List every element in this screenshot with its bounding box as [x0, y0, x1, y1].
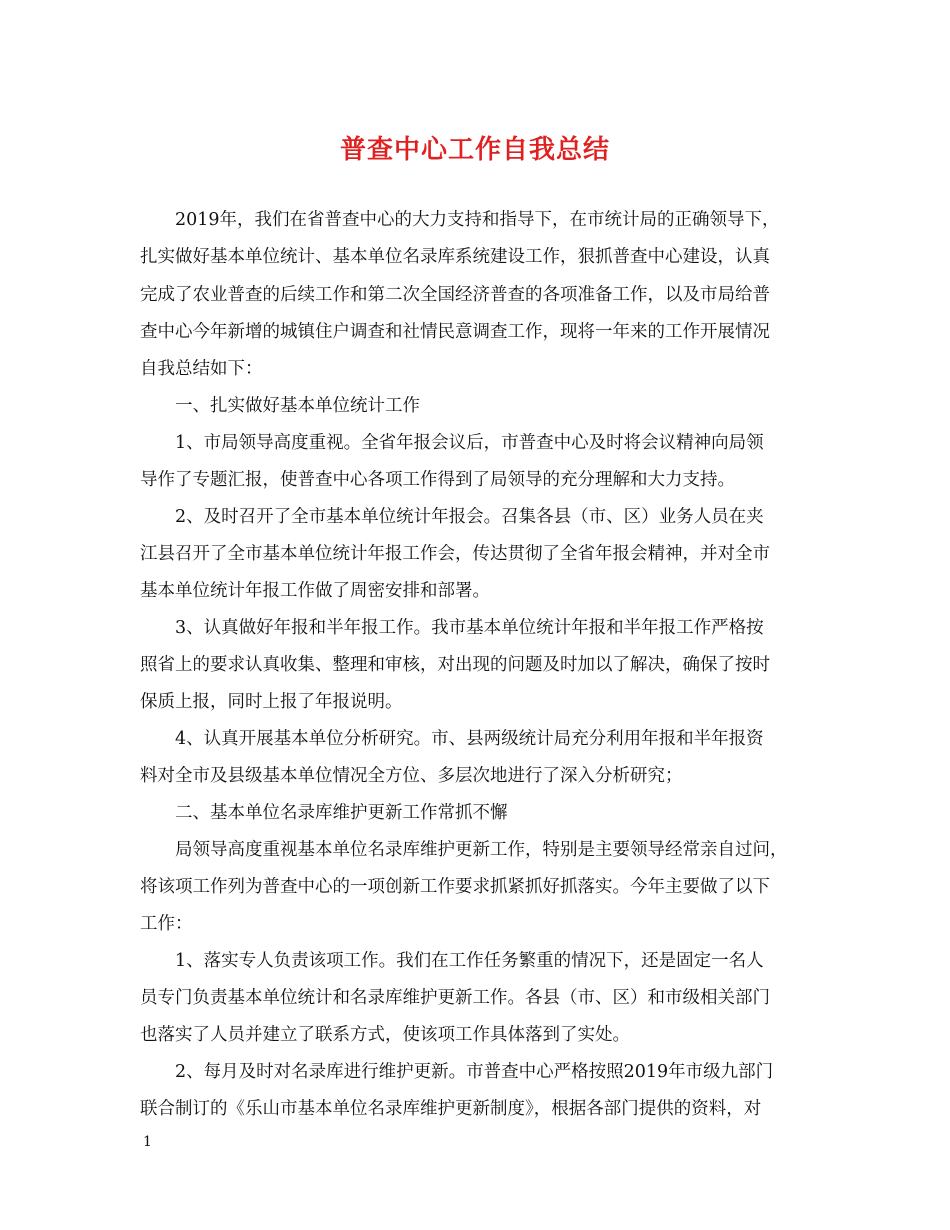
- section-heading: 二、基本单位名录库维护更新工作常抓不懈: [140, 803, 508, 823]
- body-line: 2、每月及时对名录库进行维护更新。市普查中心严格按照2019年市级九部门: [140, 1062, 774, 1082]
- body-line: 基本单位统计年报工作做了周密安排和部署。: [140, 581, 490, 601]
- body-line: 导作了专题汇报，使普查中心各项工作得到了局领导的充分理解和大力支持。: [140, 470, 735, 490]
- body-line: 局领导高度重视基本单位名录库维护更新工作，特别是主要领导经常亲自过问，: [140, 840, 788, 860]
- body-line: 完成了农业普查的后续工作和第二次全国经济普查的各项准备工作，以及市局给普: [140, 285, 770, 305]
- section-heading: 一、扎实做好基本单位统计工作: [140, 396, 420, 416]
- body-line: 1、市局领导高度重视。全省年报会议后，市普查中心及时将会议精神向局领: [140, 433, 764, 453]
- body-line: 江县召开了全市基本单位统计年报工作会，传达贯彻了全省年报会精神，并对全市: [140, 544, 770, 564]
- page-number: 1: [143, 1134, 152, 1150]
- body-line: 扎实做好基本单位统计、基本单位名录库系统建设工作，狠抓普查中心建设，认真: [140, 247, 770, 267]
- body-line: 联合制订的《乐山市基本单位名录库维护更新制度》，根据各部门提供的资料，对: [140, 1099, 762, 1119]
- body-line: 4、认真开展基本单位分析研究。市、县两级统计局充分利用年报和半年报资: [140, 729, 764, 749]
- document-title: 普查中心工作自我总结: [339, 135, 610, 165]
- body-line: 2、及时召开了全市基本单位统计年报会。召集各县（市、区）业务人员在夹: [140, 507, 764, 527]
- body-line: 保质上报，同时上报了年报说明。: [140, 692, 403, 712]
- body-line: 工作：: [140, 914, 193, 934]
- body-line: 料对全市及县级基本单位情况全方位、多层次地进行了深入分析研究；: [140, 766, 683, 786]
- body-line: 2019年，我们在省普查中心的大力支持和指导下，在市统计局的正确领导下，: [140, 210, 780, 230]
- body-line: 查中心今年新增的城镇住户调查和社情民意调查工作，现将一年来的工作开展情况: [140, 322, 770, 342]
- body-line: 员专门负责基本单位统计和名录库维护更新工作。各县（市、区）和市级相关部门: [140, 988, 770, 1008]
- body-line: 自我总结如下：: [140, 359, 263, 379]
- body-line: 3、认真做好年报和半年报工作。我市基本单位统计年报和半年报工作严格按: [140, 618, 764, 638]
- body-line: 也落实了人员并建立了联系方式，使该项工作具体落到了实处。: [140, 1025, 630, 1045]
- body-line: 照省上的要求认真收集、整理和审核，对出现的问题及时加以了解决，确保了按时: [140, 655, 770, 675]
- body-line: 1、落实专人负责该项工作。我们在工作任务繁重的情况下，还是固定一名人: [140, 951, 764, 971]
- body-line: 将该项工作列为普查中心的一项创新工作要求抓紧抓好抓落实。今年主要做了以下: [140, 877, 770, 897]
